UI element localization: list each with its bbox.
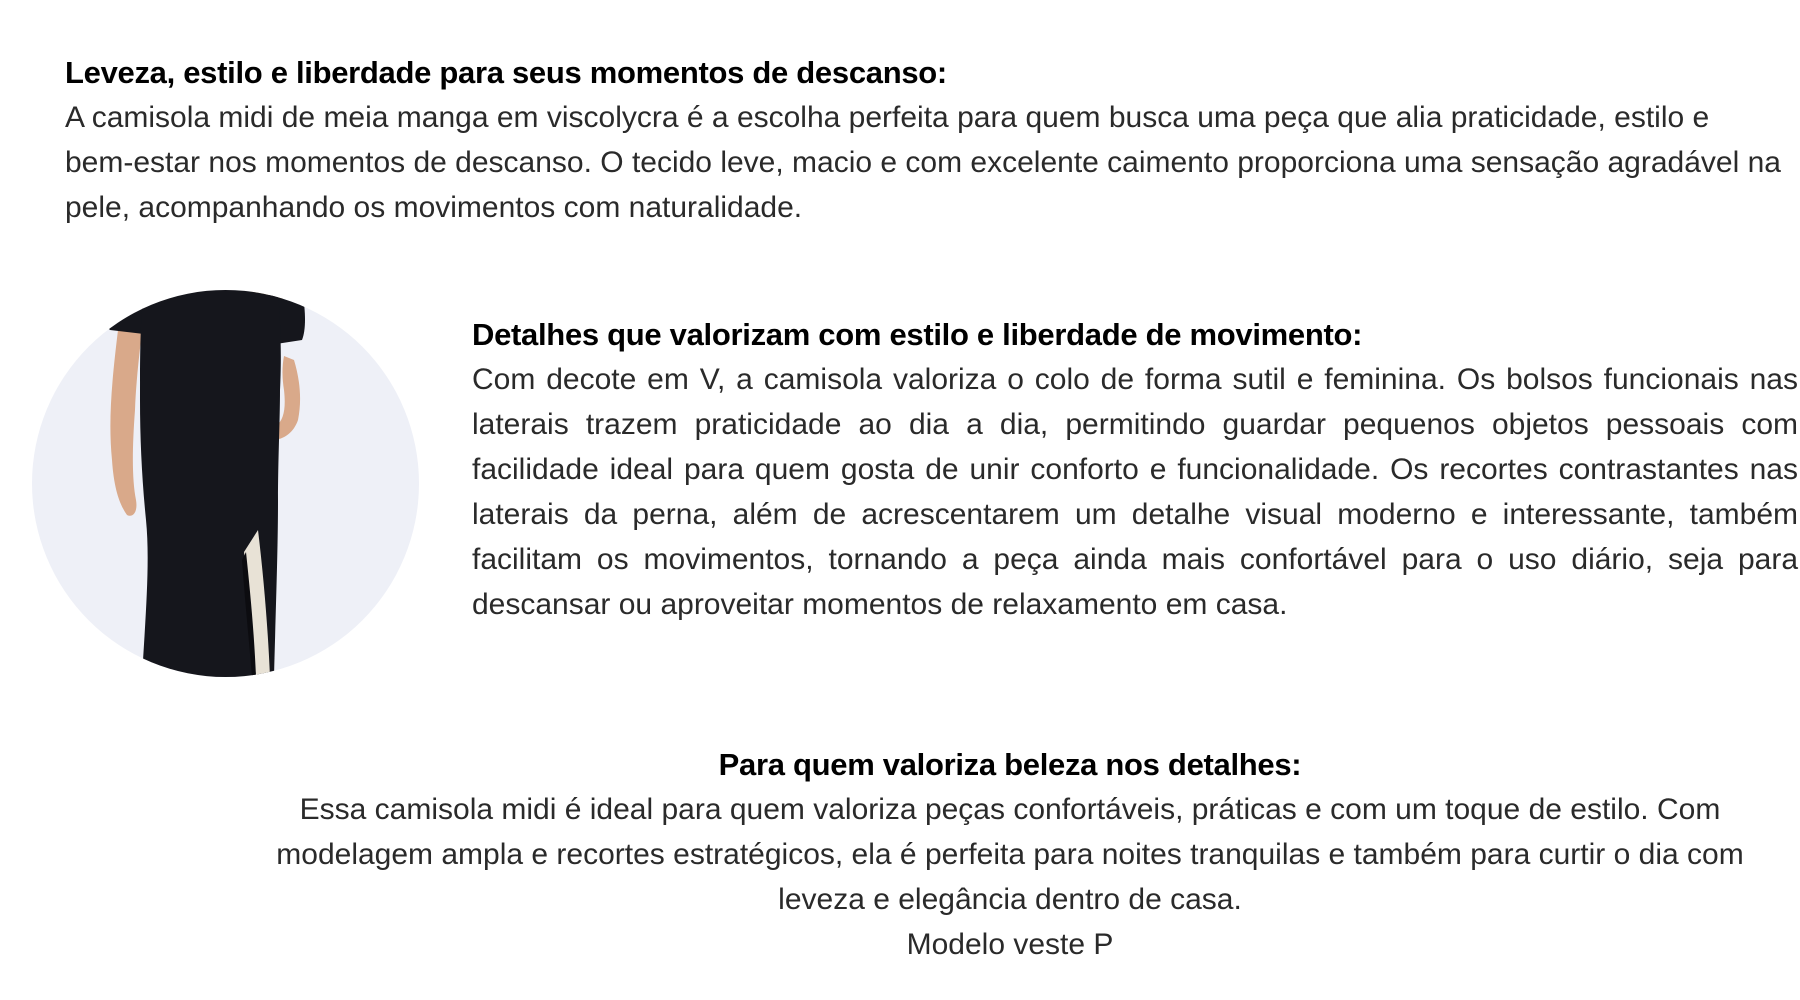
closing-heading: Para quem valoriza beleza nos detalhes: xyxy=(718,747,1302,782)
model-size-note: Modelo veste P xyxy=(906,928,1114,961)
intro-section xyxy=(65,50,1785,230)
details-heading: Detalhes que valorizam com estilo e liberdade de movimento: xyxy=(472,317,1363,352)
intro-text: A camisola midi de meia manga em viscolycra é a escolha perfeita para quem busca uma peça que alia praticidade, estilo e bem-estar nos momentos de descanso. O tecido leve, macio e com excelente caimento proporciona uma sensação agradável na pele, acompanhando os movimentos com naturalidade. xyxy=(65,101,1781,224)
left-arm-shape xyxy=(110,330,142,516)
product-photo xyxy=(32,290,419,677)
closing-section xyxy=(240,742,1780,967)
details-section xyxy=(472,312,1798,627)
intro-heading: Leveza, estilo e liberdade para seus momentos de descanso: xyxy=(65,55,947,90)
closing-text: Essa camisola midi é ideal para quem valoriza peças confortáveis, práticas e com um toque de estilo. Com modelagem ampla e recortes estratégicos, ela é perfeita para noites tranquilas e também para curtir o dia com leveza e elegância dentro de casa. xyxy=(276,793,1744,916)
details-text: Com decote em V, a camisola valoriza o colo de forma sutil e feminina. Os bolsos funcionais nas laterais trazem praticidade ao dia a dia, permitindo guardar pequenos objetos pessoais com facilidade ideal para quem gosta de unir conforto e funcionalidade. Os recortes contrastantes nas laterais da perna, além de acrescentarem um detalhe visual moderno e interessante, também facilitam os movimentos, tornando a peça ainda mais confortável para o uso diário, seja para descansar ou aproveitar momentos de relaxamento em casa. xyxy=(472,363,1798,621)
left-sleeve-shape xyxy=(103,290,144,334)
dress-illustration xyxy=(32,290,419,677)
